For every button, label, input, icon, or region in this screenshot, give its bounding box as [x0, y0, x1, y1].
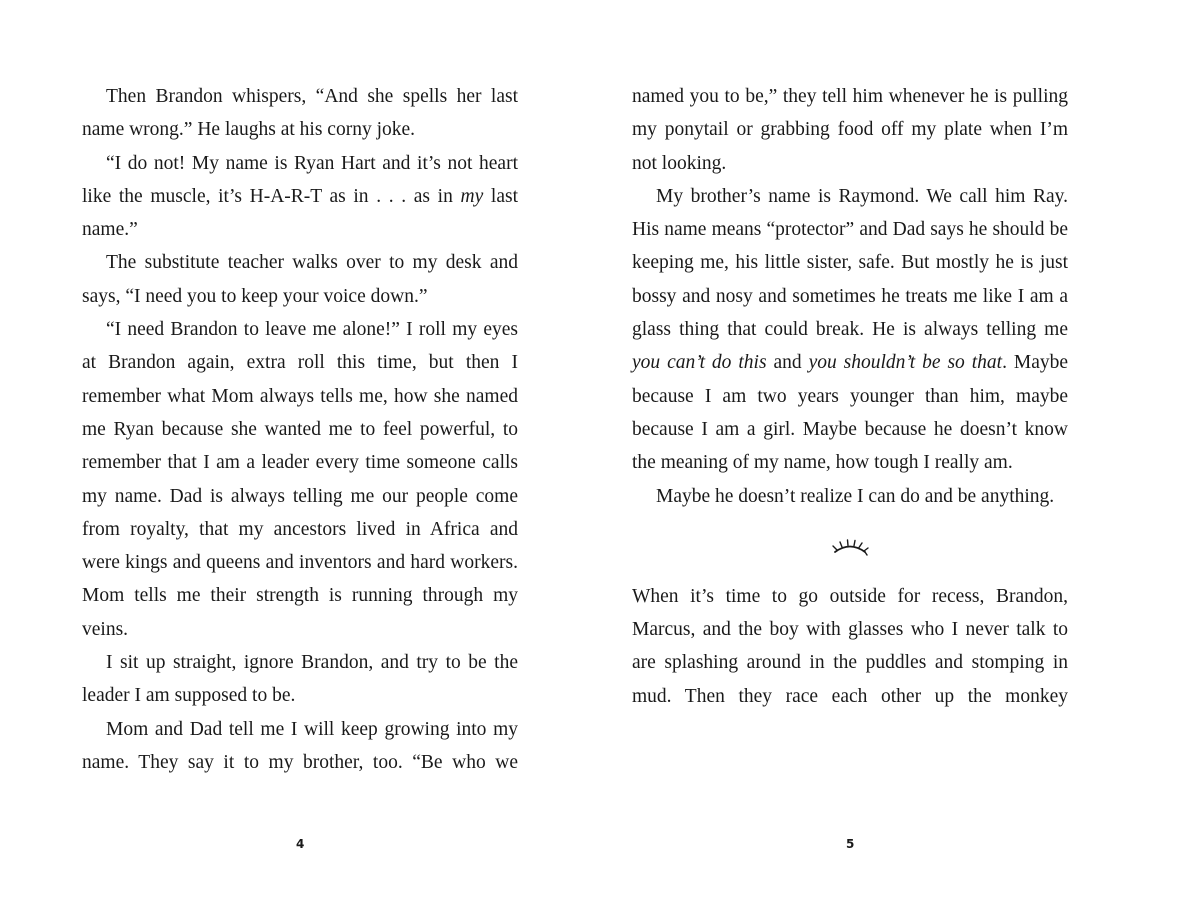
italic-text: you can’t do this [632, 352, 767, 374]
page-number-right: 5 [846, 837, 855, 851]
text-run: I sit up straight, ignore Brandon, and try to be the leader I am supposed to be. [82, 652, 518, 707]
paragraph [82, 713, 518, 780]
text-run: and [766, 352, 809, 374]
paragraph [82, 80, 518, 147]
italic-text: my [460, 185, 484, 207]
paragraph [82, 313, 518, 646]
paragraph [82, 646, 518, 713]
text-run: Maybe he doesn’t realize I can do and be anything. [656, 485, 1055, 507]
paragraph [632, 580, 1068, 713]
right-page-text [632, 80, 1068, 713]
paragraph [82, 147, 518, 247]
paragraph [632, 80, 1068, 180]
text-run: . Maybe because I am two years younger than him, maybe because I am a girl. Maybe because he doesn’t know the meaning of my name, how tough I really am. [632, 352, 1069, 474]
right-page [600, 0, 1200, 900]
text-run: named you to be,” they tell him whenever he is pulling my ponytail or grabbing food off my plate when I’m not looking. [632, 86, 1068, 174]
text-run: The substitute teacher walks over to my desk and says, “I need you to keep your voice down.” [82, 252, 518, 307]
text-run: When it’s time to go outside for recess, Brandon, Marcus, and the boy with glasses who I never talk to are splashing around in the puddles and stomping in mud. Then they race each other up the monkey [632, 585, 1068, 707]
text-run: Mom and Dad tell me I will keep growing into my name. They say it to my brother, too. “Be who we [82, 718, 518, 773]
section-break [632, 513, 1068, 580]
text-run: Then Brandon whispers, “And she spells her last name wrong.” He laughs at his corny joke. [82, 86, 518, 141]
text-run: last name.” [82, 185, 518, 241]
paragraph [632, 180, 1068, 480]
text-run: “I need Brandon to leave me alone!” I roll my eyes at Brandon again, extra roll this time, but then I remember what Mom always tells me, how she named me Ryan because she wanted me to feel powerful, to remember that I am a leader every time someone calls my name. Dad is always telling me our people come from royalty, that my ancestors lived in Africa and were kings and queens and inventors and hard workers. Mom tells me their strength is running through my veins. [82, 319, 518, 640]
eyelash-ornament-icon [828, 535, 872, 557]
italic-text: you shouldn’t be so that [808, 352, 1003, 374]
paragraph [632, 480, 1068, 513]
text-run: My brother’s name is Raymond. We call him Ray. His name means “protector” and Dad says he should be keeping me, his little sister, safe. But mostly he is just bossy and nosy and sometimes he treats me like I am a glass thing that could break. He is always telling me [632, 185, 1068, 341]
left-page-text [82, 80, 518, 779]
paragraph [82, 246, 518, 313]
text-run: “I do not! My name is Ryan Hart and it’s not heart like the muscle, it’s H-A-R-T as in . . . as in [82, 152, 518, 207]
page-number-left: 4 [296, 837, 305, 851]
